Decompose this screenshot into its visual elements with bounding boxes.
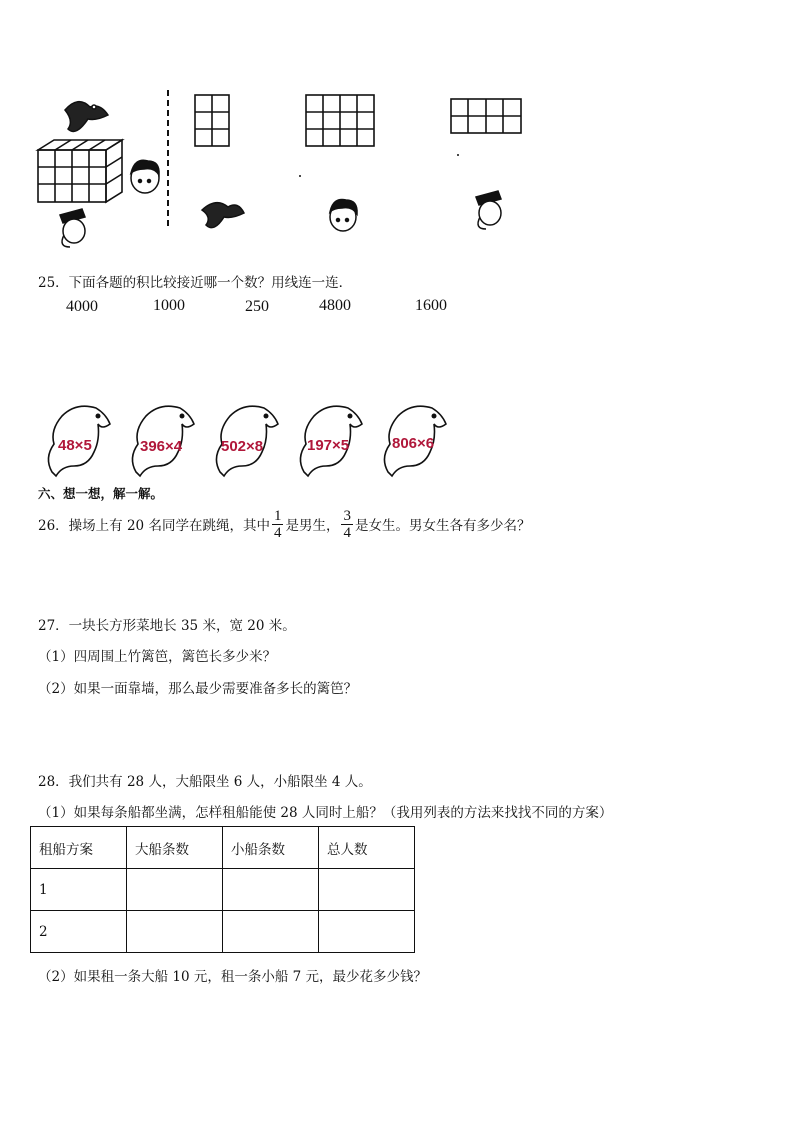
bird-icon (65, 102, 108, 132)
view-grid-1 (195, 95, 229, 146)
fraction-numerator: 3 (343, 507, 351, 524)
cube-stack (38, 140, 122, 202)
target-number: 4800 (319, 297, 351, 314)
target-number: 1600 (415, 297, 447, 314)
question-26-prefix: 26．操场上有 20 名同学在跳绳，其中 (38, 518, 270, 534)
target-number: 1000 (153, 297, 185, 314)
hat-person-icon (60, 209, 85, 247)
target-number: 250 (245, 298, 269, 315)
section-heading: 六、想一想，解一解。 (38, 486, 164, 501)
table-header-cell: 总人数 (319, 827, 415, 869)
question-28-part-1: （1）如果每条船都坐满，怎样租船能使 28 人同时上船？（我用列表的方法来找找不同的方案） (38, 805, 613, 821)
fraction (272, 508, 284, 541)
fraction (341, 508, 353, 541)
fraction-denominator: 4 (343, 524, 351, 541)
fraction-denominator: 4 (273, 524, 282, 541)
fraction-numerator: 1 (273, 507, 282, 524)
table-row (31, 911, 415, 953)
question-25: 25．下面各题的积比较接近哪一个数？用线连一连． (38, 275, 353, 291)
table-cell (127, 911, 223, 953)
table-cell (319, 869, 415, 911)
boy-face-icon (131, 160, 159, 193)
question-26-suffix: 是女生。男女生各有多少名？ (354, 518, 531, 534)
view-grid-3 (451, 99, 521, 133)
question-26 (38, 504, 530, 544)
expression-label: 502×8 (221, 438, 264, 455)
table-cell (223, 911, 319, 953)
table-row (31, 869, 415, 911)
question-28-part-2: （2）如果租一条大船 10 元，租一条小船 7 元，最少花多少钱？ (38, 969, 428, 985)
expression-label: 197×5 (307, 437, 350, 454)
expression-label: 48×5 (58, 437, 92, 454)
target-number: 4000 (66, 298, 98, 315)
view-illustration (30, 85, 550, 255)
boy-face-icon (330, 200, 357, 232)
table-header-row (31, 827, 415, 869)
hat-person-icon (476, 191, 501, 229)
table-cell (127, 869, 223, 911)
table-cell (223, 869, 319, 911)
table-header-cell: 小船条数 (223, 827, 319, 869)
table-header-cell: 大船条数 (127, 827, 223, 869)
question-27-part-2: （2）如果一面靠墙，那么最少需要准备多长的篱笆？ (38, 681, 358, 697)
bird-icon (202, 203, 244, 228)
dolphin-row (40, 400, 460, 480)
question-27: 27．一块长方形菜地长 35 米，宽 20 米。 (38, 618, 296, 634)
question-28: 28．我们共有 28 人，大船限坐 6 人，小船限坐 4 人。 (38, 774, 372, 790)
table-cell: 2 (31, 911, 127, 953)
table-header-cell: 租船方案 (31, 827, 127, 869)
table-cell: 1 (31, 869, 127, 911)
table-cell (319, 911, 415, 953)
view-grid-2 (306, 95, 374, 146)
rental-plan-table (30, 826, 415, 953)
expression-label: 806×6 (392, 435, 435, 452)
expression-label: 396×4 (140, 438, 183, 455)
question-27-part-1: （1）四周围上竹篱笆，篱笆长多少米？ (38, 649, 277, 665)
question-26-middle: 是男生， (285, 518, 340, 534)
